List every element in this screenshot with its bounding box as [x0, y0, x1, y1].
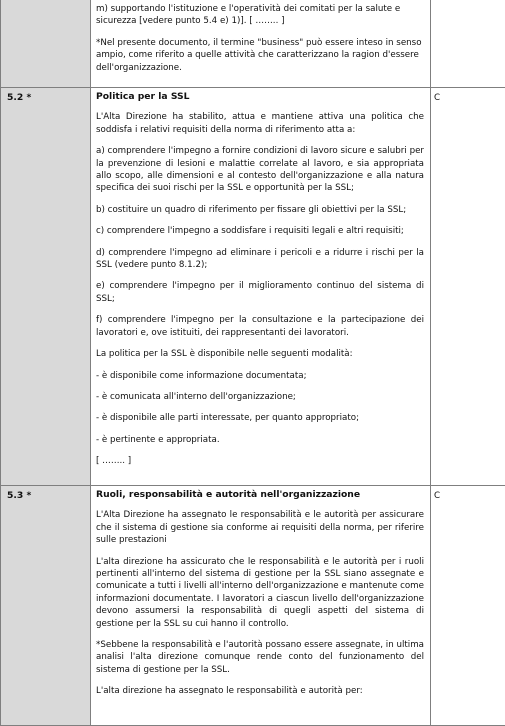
- section-title: Politica per la SSL: [96, 91, 424, 103]
- section-title: Ruoli, responsabilità e autorità nell'organizzazione: [96, 489, 424, 501]
- requirement-cell: [91, 486, 431, 726]
- table-row: [1, 0, 505, 88]
- status-cell: [431, 0, 505, 88]
- paragraph: - è disponibile come informazione documentata;: [96, 370, 424, 382]
- paragraph: - è pertinente e appropriata.: [96, 434, 424, 446]
- paragraph: *Sebbene la responsabilità e l'autorità possano essere assegnate, in ultima analisi l'alta direzione comunque rende conto del funzionamento del sistema di gestione per la SSL.: [96, 639, 424, 676]
- status-cell: C: [431, 486, 505, 726]
- table-row: [1, 88, 505, 486]
- clause-cell: [1, 0, 91, 88]
- paragraph: La politica per la SSL è disponibile nelle seguenti modalità:: [96, 348, 424, 360]
- paragraph: [ …….. ]: [96, 455, 424, 467]
- paragraph: m) supportando l'istituzione e l'operatività dei comitati per la salute e sicurezza [vedere punto 5.4 e) 1)]. [ …….. ]: [96, 3, 424, 28]
- requirement-cell: [91, 0, 431, 88]
- paragraph: c) comprendere l'impegno a soddisfare i requisiti legali e altri requisiti;: [96, 225, 424, 237]
- status-cell: C: [431, 88, 505, 486]
- paragraph: L'Alta Direzione ha assegnato le responsabilità e le autorità per assicurare che il sistema di gestione sia conforme ai requisiti della norma, per riferire sulle prestazioni: [96, 509, 424, 546]
- requirement-cell: [91, 88, 431, 486]
- paragraph: a) comprendere l'impegno a fornire condizioni di lavoro sicure e salubri per la prevenzione di lesioni e malattie correlate al lavoro, e sia appropriata allo scopo, alle dimensioni e al contesto dell'organizzazione e alla natura specifica dei suoi rischi per la SSL e opportunità per la SSL;: [96, 145, 424, 195]
- paragraph: - è disponibile alle parti interessate, per quanto appropriato;: [96, 412, 424, 424]
- clause-cell: 5.2 *: [1, 88, 91, 486]
- paragraph: *Nel presente documento, il termine "business" può essere inteso in senso ampio, come riferito a quelle attività che caratterizzano la ragion d'essere dell'organizzazione.: [96, 37, 424, 74]
- paragraph: L'alta direzione ha assegnato le responsabilità e autorità per:: [96, 685, 424, 697]
- paragraph: e) comprendere l'impegno per il miglioramento continuo del sistema di SSL;: [96, 280, 424, 305]
- table-row: [1, 486, 505, 726]
- paragraph: L'Alta Direzione ha stabilito, attua e mantiene attiva una politica che soddisfa i relativi requisiti della norma di riferimento atta a:: [96, 111, 424, 136]
- paragraph: b) costituire un quadro di riferimento per fissare gli obiettivi per la SSL;: [96, 204, 424, 216]
- paragraph: d) comprendere l'impegno ad eliminare i pericoli e a ridurre i rischi per la SSL (vedere punto 8.1.2);: [96, 247, 424, 272]
- paragraph: f) comprendere l'impegno per la consultazione e la partecipazione dei lavoratori e, ove istituiti, dei rappresentanti dei lavoratori.: [96, 314, 424, 339]
- clause-cell: 5.3 *: [1, 486, 91, 726]
- paragraph: L'alta direzione ha assicurato che le responsabilità e le autorità per i ruoli pertinenti all'interno del sistema di gestione per la SSL siano assegnate e comunicate a tutti i livelli all'interno dell'organizzazione e mantenute come informazioni documentate. I lavoratori a ciascun livello dell'organizzazione devono assumersi la responsabilità di quegli aspetti del sistema di gestione per la SSL su cui hanno il controllo.: [96, 556, 424, 630]
- paragraph: - è comunicata all'interno dell'organizzazione;: [96, 391, 424, 403]
